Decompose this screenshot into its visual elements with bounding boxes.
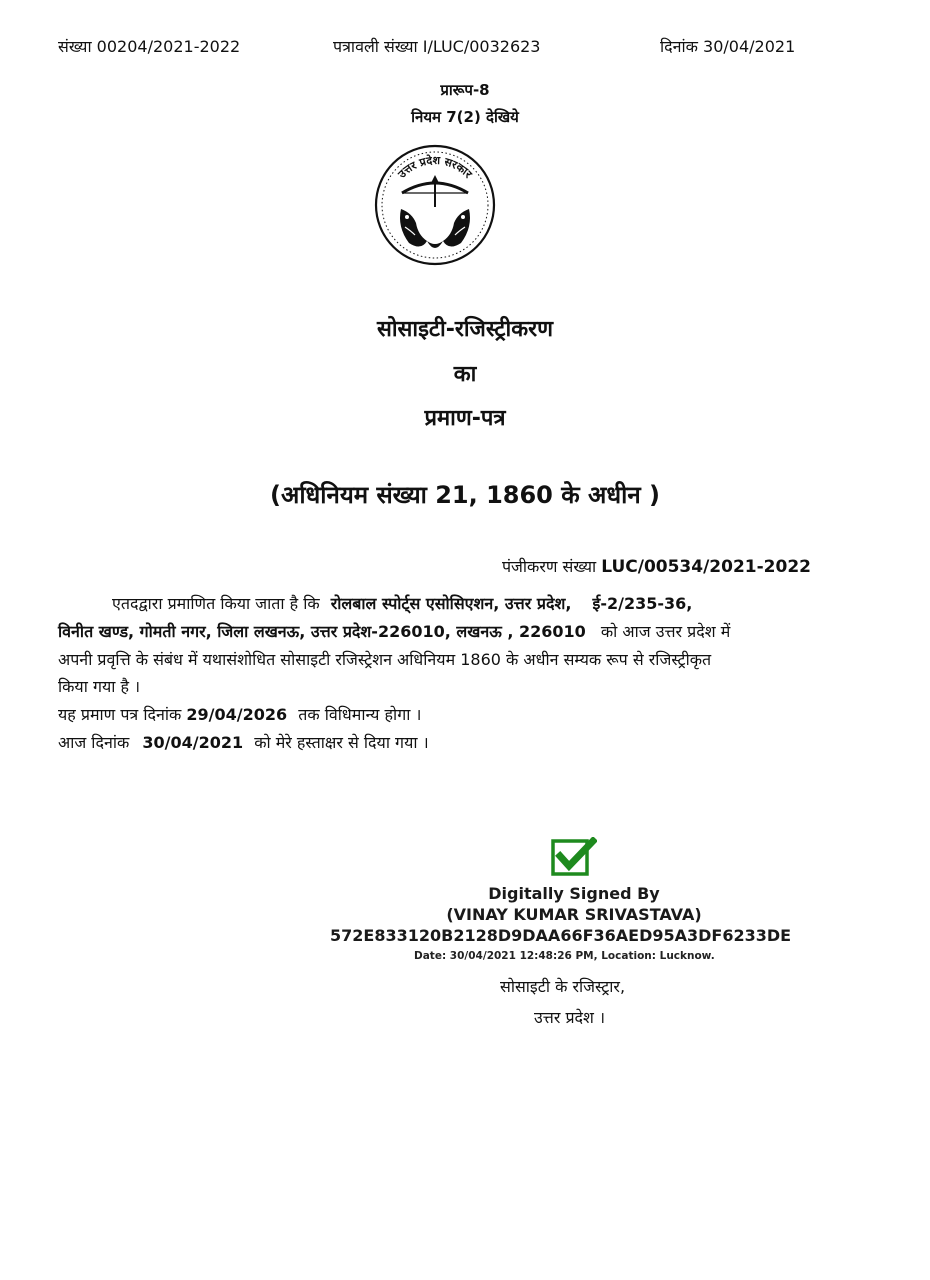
body-after-address: को आज उत्तर प्रदेश में bbox=[600, 622, 731, 641]
validity-prefix: यह प्रमाण पत्र दिनांक bbox=[58, 705, 182, 724]
given-prefix: आज दिनांक bbox=[58, 733, 130, 752]
body-line-3: अपनी प्रवृत्ति के संबंध में यथासंशोधित सोसाइटी रजिस्ट्रेशन अधिनियम 1860 के अधीन सम्यक रूप से रजिस्ट्रीकृत bbox=[58, 650, 712, 669]
signed-by-label: Digitally Signed By bbox=[488, 884, 660, 903]
registration-number: LUC/00534/2021-2022 bbox=[601, 557, 811, 577]
issue-date: दिनांक 30/04/2021 bbox=[660, 37, 796, 56]
registration-label: पंजीकरण संख्या bbox=[501, 557, 597, 576]
given-line bbox=[58, 729, 429, 756]
signature-hash: 572E833120B2128D9DAA66F36AED95A3DF6233DE bbox=[330, 926, 792, 945]
given-date: 30/04/2021 bbox=[142, 733, 244, 752]
body-line-1 bbox=[112, 590, 692, 617]
title-society-registration: सोसाइटी-रजिस्ट्रीकरण bbox=[376, 317, 554, 342]
checkmark-icon bbox=[551, 837, 597, 877]
act-reference: (अधिनियम संख्या 21, 1860 के अधीन ) bbox=[270, 481, 660, 509]
society-address-part2: विनीत खण्ड, गोमती नगर, जिला लखनऊ, उत्तर प्रदेश-226010, लखनऊ , 226010 bbox=[58, 622, 586, 641]
rule-reference: नियम 7(2) देखिये bbox=[411, 108, 519, 126]
given-suffix: को मेरे हस्ताक्षर से दिया गया । bbox=[254, 733, 429, 752]
emblem-ring-text: उत्तर प्रदेश सरकार bbox=[395, 153, 475, 181]
title-certificate: प्रमाण-पत्र bbox=[424, 406, 506, 431]
registration-number-line bbox=[502, 555, 811, 577]
file-number: पत्रावली संख्या I/LUC/0032623 bbox=[333, 37, 541, 56]
validity-date: 29/04/2026 bbox=[186, 705, 288, 724]
signature-date-location: Date: 30/04/2021 12:48:26 PM, Location: Lucknow. bbox=[414, 950, 715, 962]
society-address-part1: ई-2/235-36, bbox=[592, 594, 693, 613]
validity-line bbox=[58, 701, 422, 728]
uttar-pradesh-emblem-icon bbox=[374, 143, 496, 267]
body-line-2 bbox=[58, 618, 730, 645]
body-line-4: किया गया है । bbox=[58, 677, 141, 696]
validity-suffix: तक विधिमान्य होगा । bbox=[298, 705, 422, 724]
signer-name: (VINAY KUMAR SRIVASTAVA) bbox=[446, 905, 702, 924]
form-number: प्रारूप-8 bbox=[440, 81, 490, 99]
designation-line-1: सोसाइटी के रजिस्ट्रार, bbox=[500, 977, 626, 996]
certificate-number: संख्या 00204/2021-2022 bbox=[58, 37, 241, 56]
designation-line-2: उत्तर प्रदेश । bbox=[534, 1008, 606, 1027]
society-name: रोलबाल स्पोर्ट्स एसोसिएशन, उत्तर प्रदेश, bbox=[330, 594, 572, 613]
title-ka: का bbox=[453, 362, 477, 387]
body-intro: एतदद्वारा प्रमाणित किया जाता है कि bbox=[112, 594, 320, 613]
